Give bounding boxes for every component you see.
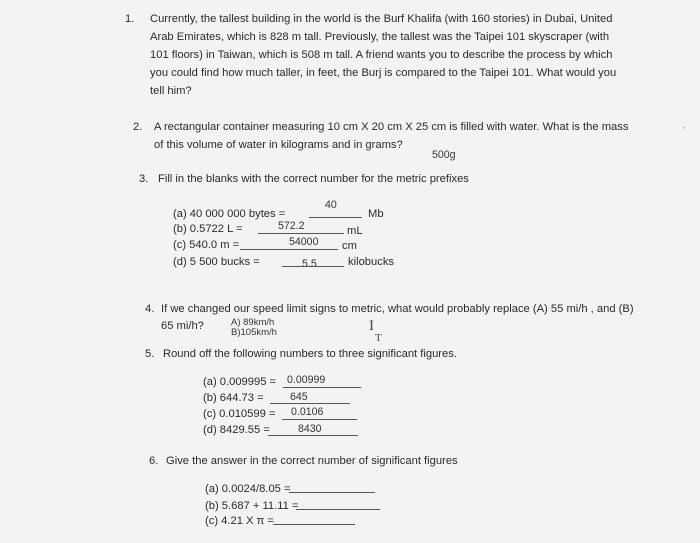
- question-3-text: Fill in the blanks with the correct number for the metric prefixes: [158, 173, 469, 185]
- q3-item-c-answer: 54000: [289, 236, 319, 248]
- question-2-line-1: A rectangular container measuring 10 cm X 20 cm X 25 cm is filled with water. What is the mass: [154, 121, 629, 133]
- question-5-number: 5.: [145, 348, 155, 360]
- q6-item-a-blank: [289, 492, 375, 493]
- q5-item-a-blank: [283, 387, 361, 388]
- question-1-line-4: you could find how much taller, in feet, the Burj is compared to the Taipei 101. What would you: [150, 67, 617, 79]
- q6-item-b-blank: [296, 509, 380, 510]
- q3-item-c-unit: cm: [342, 240, 357, 252]
- q3-item-d-unit: kilobucks: [348, 256, 395, 268]
- q5-item-b-blank: [270, 403, 350, 404]
- q3-item-a-answer: 40: [325, 199, 337, 211]
- q3-item-d-answer: 5.5: [302, 258, 317, 270]
- question-6-text: Give the answer in the correct number of significant figures: [166, 455, 458, 467]
- q3-item-a-blank: [309, 217, 362, 218]
- question-4-number: 4.: [145, 303, 155, 315]
- q5-item-d-blank: [268, 435, 358, 436]
- q3-item-b-prompt: (b) 0.5722 L =: [173, 223, 243, 235]
- q5-item-d-answer: 8430: [298, 423, 322, 435]
- q3-item-b-answer: 572.2: [278, 220, 305, 232]
- q5-item-a-answer: 0.00999: [287, 374, 326, 386]
- question-2-number: 2.: [133, 121, 143, 133]
- cursor-glyph: I: [369, 318, 374, 334]
- dot-mark: ·: [682, 120, 686, 134]
- q6-item-c-blank: [273, 524, 355, 525]
- question-4-answer-a: A) 89km/h: [231, 317, 275, 328]
- question-4-line-2: 65 mi/h?: [161, 320, 204, 332]
- q3-item-c-blank: [240, 249, 338, 250]
- question-1-number: 1.: [125, 13, 135, 25]
- question-5-text: Round off the following numbers to three significant figures.: [163, 348, 457, 360]
- q3-item-d-blank: [282, 266, 344, 267]
- q3-item-a-prompt: (a) 40 000 000 bytes =: [173, 208, 286, 220]
- q3-item-b-blank: [258, 233, 344, 234]
- question-1-line-5: tell him?: [150, 85, 192, 97]
- q5-item-d-prompt: (d) 8429.55 =: [203, 424, 270, 436]
- q6-item-a-prompt: (a) 0.0024/8.05 =: [205, 483, 291, 495]
- question-2-line-2: of this volume of water in kilograms and in grams?: [154, 139, 403, 151]
- question-1-line-2: Arab Emirates, which is 828 m tall. Previously, the tallest was the Taipei 101 skyscraper (with: [150, 31, 610, 43]
- q5-item-a-prompt: (a) 0.009995 =: [203, 376, 277, 388]
- q5-item-c-answer: 0.0106: [291, 406, 324, 418]
- question-1-line-1: Currently, the tallest building in the world is the Burf Khalifa (with 160 stories) in Dubai, United: [150, 13, 613, 25]
- q5-item-b-answer: 645: [290, 391, 308, 403]
- q6-item-b-prompt: (b) 5.687 + 11.11 =: [205, 500, 299, 512]
- question-4-answer-b: B)105km/h: [231, 327, 277, 338]
- q3-item-d-prompt: (d) 5 500 bucks =: [173, 256, 260, 268]
- q6-item-c-prompt: (c) 4.21 X π =: [205, 515, 274, 527]
- q5-item-c-prompt: (c) 0.010599 =: [203, 408, 276, 420]
- question-2-answer: 500g: [432, 149, 456, 161]
- q3-item-a-unit: Mb: [368, 208, 384, 220]
- cursor-sub-glyph: T: [375, 332, 382, 344]
- q5-item-b-prompt: (b) 644.73 =: [203, 392, 264, 404]
- question-3-number: 3.: [139, 173, 149, 185]
- q5-item-c-blank: [282, 419, 357, 420]
- question-1-line-3: 101 floors) in Taiwan, which is 508 m tall. A friend wants you to describe the process by which: [150, 49, 613, 61]
- q3-item-b-unit: mL: [347, 225, 363, 237]
- question-4-line-1: If we changed our speed limit signs to metric, what would probably replace (A) 55 mi/h , and (B): [161, 303, 634, 315]
- q3-item-c-prompt: (c) 540.0 m =: [173, 239, 240, 251]
- question-6-number: 6.: [149, 455, 159, 467]
